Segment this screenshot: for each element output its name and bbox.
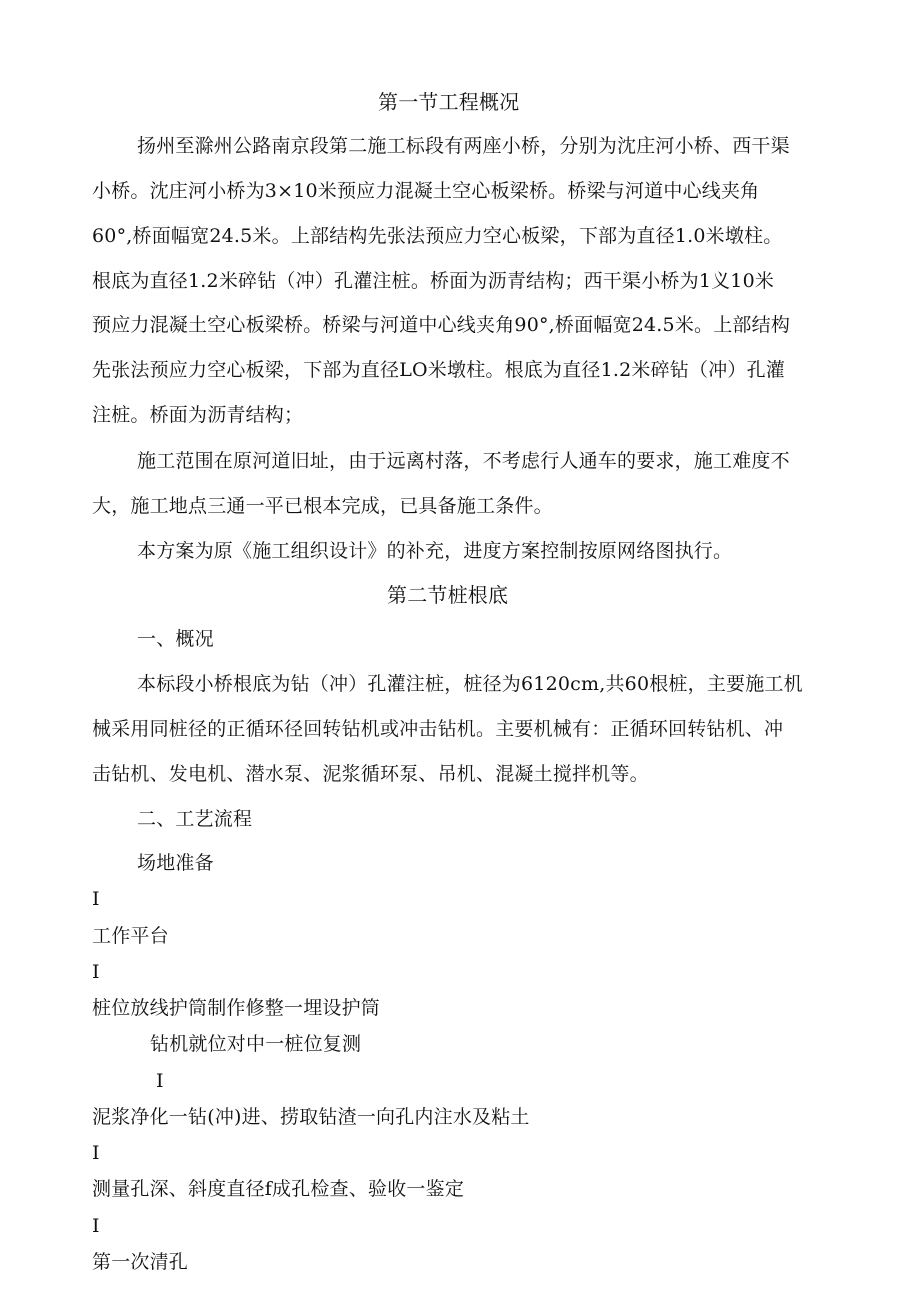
paragraph1-line-2: 小桥。沈庄河小桥为3×10米预应力混凝土空心板梁桥。桥梁与河道中心线夹角 (92, 180, 760, 202)
overview-line-3: 击钻机、发电机、潜水泵、泥浆循环泵、吊机、混凝土搅拌机等。 (92, 763, 649, 785)
flow-step-rig-position: 钻机就位对中一桩位复测 (150, 1033, 362, 1055)
flow-step-inspection: 测量孔深、斜度直径f成孔检查、验收一鉴定 (92, 1178, 465, 1200)
paragraph1-line-1: 扬州至滁州公路南京段第二施工标段有两座小桥，分别为沈庄河小桥、西干渠 (137, 135, 790, 157)
paragraph1-line-5: 预应力混凝土空心板梁桥。桥梁与河道中心线夹角90°,桥面幅宽24.5米。上部结构 (92, 314, 791, 336)
process-title: 二、工艺流程 (137, 808, 253, 830)
flow-arrow: I (92, 961, 100, 983)
paragraph1-line-3: 60°,桥面幅宽24.5米。上部结构先张法预应力空心板梁，下部为直径1.0米墩柱。 (92, 225, 783, 247)
flow-step-casing: 桩位放线护筒制作修整一埋设护筒 (92, 997, 381, 1019)
section1-heading: 第一节工程概况 (378, 90, 520, 114)
flow-arrow: I (92, 1215, 100, 1237)
flow-step-drilling: 泥浆净化一钻(冲)进、捞取钻渣一向孔内注水及粘土 (92, 1106, 530, 1128)
paragraph3: 本方案为原《施工组织设计》的补充，进度方案控制按原网络图执行。 (137, 540, 733, 562)
paragraph1-line-6: 先张法预应力空心板梁，下部为直径LO米墩柱。根底为直径1.2米碎钻（冲）孔灌 (92, 359, 786, 381)
flow-arrow: I (156, 1070, 164, 1092)
flow-step-platform: 工作平台 (92, 925, 169, 947)
section2-heading: 第二节桩根底 (387, 583, 509, 607)
flow-step-site-prep: 场地准备 (137, 852, 214, 874)
flow-arrow: I (92, 1142, 100, 1164)
overview-line-2: 械采用同桩径的正循环径回转钻机或冲击钻机。主要机械有：正循环回转钻机、冲 (92, 718, 784, 740)
paragraph1-line-4: 根底为直径1.2米碎钻（冲）孔灌注桩。桥面为沥青结构；西干渠小桥为1义10米 (92, 270, 775, 292)
paragraph2-line-1: 施工范围在原河道旧址，由于远离村落，不考虑行人通车的要求，施工难度不 (137, 450, 790, 472)
flow-arrow: I (92, 888, 100, 910)
flow-step-first-cleaning: 第一次清孔 (92, 1251, 189, 1273)
paragraph1-line-7: 注桩。桥面为沥青结构； (92, 404, 304, 426)
paragraph2-line-2: 大，施工地点三通一平已根本完成，已具备施工条件。 (92, 495, 553, 517)
overview-title: 一、概况 (137, 628, 214, 650)
overview-line-1: 本标段小桥根底为钻（冲）孔灌注桩，桩径为6120cm,共60根桩，主要施工机 (137, 673, 803, 695)
